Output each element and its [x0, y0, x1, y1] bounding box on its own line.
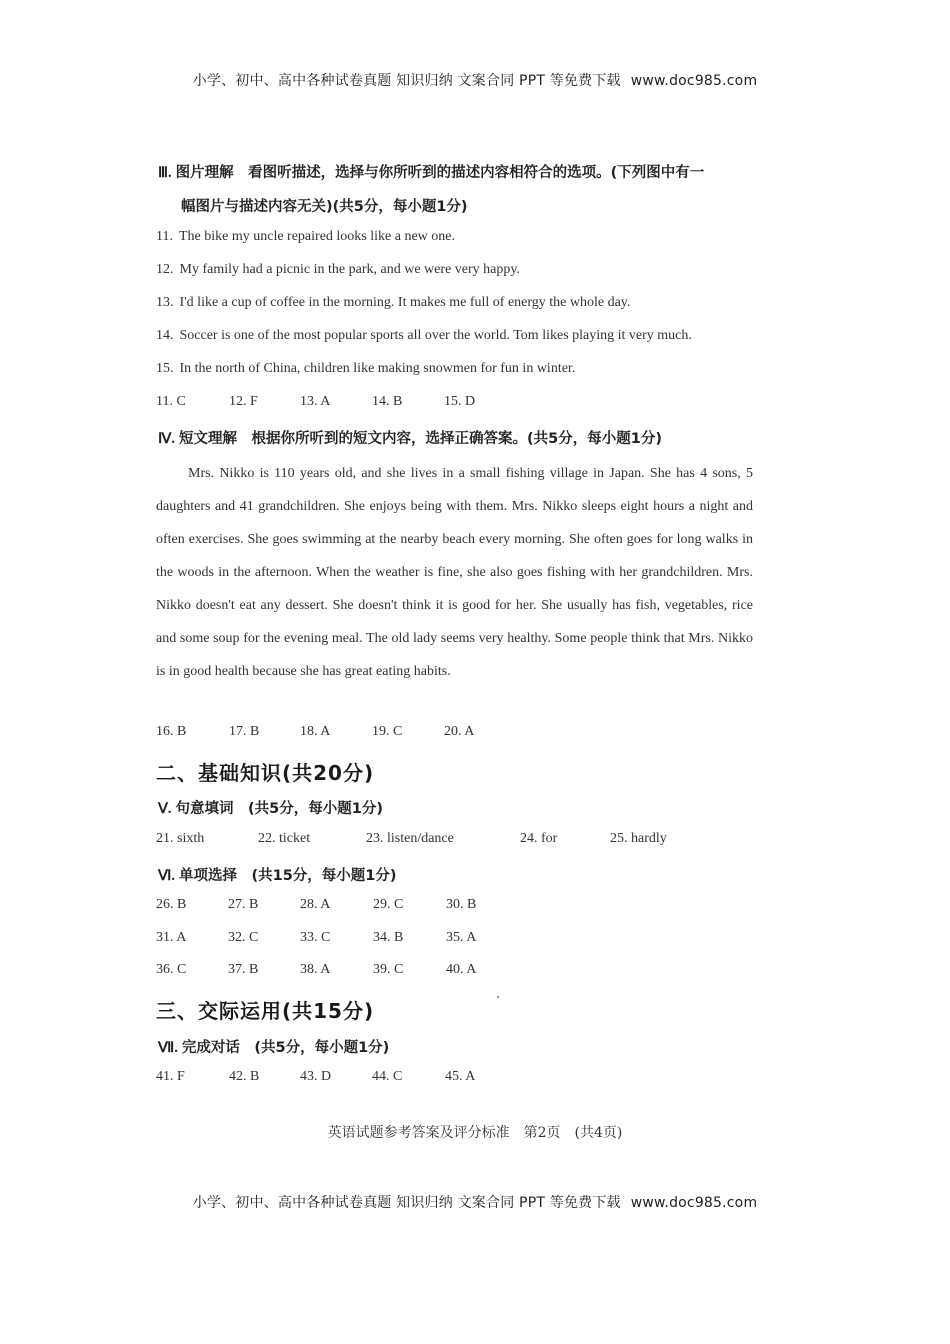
answer: 17. B	[229, 724, 260, 739]
answer: 43. D	[300, 1069, 332, 1084]
answer: 15. D	[444, 394, 476, 409]
answer: 25. hardly	[610, 831, 667, 846]
answer: 19. C	[372, 724, 403, 739]
answer: 28. A	[300, 897, 331, 912]
item-number: 12.	[156, 262, 174, 277]
answer: 18. A	[300, 724, 331, 739]
answer: 11. C	[156, 394, 186, 409]
answer: 14. B	[372, 394, 403, 409]
answer: 30. B	[446, 897, 477, 912]
item-number: 11.	[156, 229, 173, 244]
section-7-roman: Ⅶ.	[158, 1040, 178, 1056]
listening-item-15	[156, 361, 575, 377]
section-5-heading	[158, 797, 383, 818]
section-3-heading-cont	[181, 195, 468, 216]
answer: 42. B	[229, 1069, 260, 1084]
section-5-roman: Ⅴ.	[158, 801, 172, 817]
answer: 32. C	[228, 930, 259, 945]
bottom-banner	[0, 1192, 950, 1212]
answer: 40. A	[446, 962, 477, 977]
scan-speck	[497, 996, 499, 998]
answer: 38. A	[300, 962, 331, 977]
answer: 34. B	[373, 930, 404, 945]
section-5-title: 句意填词 (共5分，每小题1分)	[175, 801, 383, 817]
section-6-title: 单项选择 (共15分，每小题1分)	[179, 868, 397, 884]
answer: 12. F	[229, 394, 258, 409]
section-7-title: 完成对话 (共5分，每小题1分)	[181, 1040, 390, 1056]
answer: 27. B	[228, 897, 259, 912]
section-3-roman: Ⅲ.	[158, 165, 172, 181]
answer: 26. B	[156, 897, 187, 912]
item-text: I'd like a cup of coffee in the morning. It makes me full of energy the whole day.	[179, 295, 631, 310]
section-4-title: 短文理解 根据你所听到的短文内容，选择正确答案。(共5分，每小题1分)	[179, 431, 662, 447]
answer: 44. C	[372, 1069, 403, 1084]
section-3-title-line1: 图片理解 看图听描述，选择与你所听到的描述内容相符合的选项。(下列图中有一	[175, 165, 705, 181]
part-3-heading: 三、交际运用(共15分)	[156, 999, 375, 1023]
reading-passage: Mrs. Nikko is 110 years old, and she lives in a small fishing village in Japan. She has 4 sons, 5 daughters and 41 grandchildren. She enjoys being with them. Mrs. Nikko sleeps eight hours a night and often exercises. She goes swimming at the nearby beach every morning. She often goes for long walks in the woods in the afternoon. When the weather is fine, she also goes fishing with her grandchildren. Mrs. Nikko doesn't eat any dessert. She doesn't think it is good for her. She usually has fish, vegetables, rice and some soup for the evening meal. The old lady seems very healthy. Some people think that Mrs. Nikko is in good health because she has great eating habits.	[156, 466, 753, 679]
answer: 21. sixth	[156, 831, 205, 846]
answer: 23. listen/dance	[366, 831, 454, 846]
banner-text: 小学、初中、高中各种试卷真题 知识归纳 文案合同 PPT 等免费下载	[192, 73, 621, 89]
section-3-heading	[158, 161, 704, 182]
banner-url[interactable]: www.doc985.com	[630, 1195, 758, 1211]
item-text: Soccer is one of the most popular sports all over the world. Tom likes playing it very much.	[179, 328, 692, 343]
answer: 29. C	[373, 897, 404, 912]
page-footer: 英语试题参考答案及评分标准 第2页 (共4页)	[327, 1125, 623, 1141]
listening-item-11	[156, 229, 455, 245]
section-7-heading	[158, 1036, 389, 1057]
answer: 37. B	[228, 962, 259, 977]
section-4-roman: Ⅳ.	[158, 431, 176, 447]
answer: 35. A	[446, 930, 477, 945]
banner-url[interactable]: www.doc985.com	[630, 73, 758, 89]
listening-item-12	[156, 262, 520, 278]
item-text: The bike my uncle repaired looks like a new one.	[178, 229, 455, 244]
item-number: 14.	[156, 328, 174, 343]
item-number: 15.	[156, 361, 174, 376]
answer: 24. for	[520, 831, 558, 846]
answer: 22. ticket	[258, 831, 311, 846]
banner-text: 小学、初中、高中各种试卷真题 知识归纳 文案合同 PPT 等免费下载	[192, 1195, 621, 1211]
part-2-heading: 二、基础知识(共20分)	[156, 761, 375, 785]
answer: 41. F	[156, 1069, 185, 1084]
section-4-heading	[158, 427, 662, 448]
answer: 36. C	[156, 962, 187, 977]
item-text: My family had a picnic in the park, and we were very happy.	[179, 262, 520, 277]
item-text: In the north of China, children like making snowmen for fun in winter.	[179, 361, 576, 376]
section-3-title-line2: 幅图片与描述内容无关)(共5分，每小题1分)	[181, 199, 468, 215]
answer: 13. A	[300, 394, 331, 409]
listening-item-13	[156, 295, 630, 311]
answer: 20. A	[444, 724, 475, 739]
answer: 31. A	[156, 930, 187, 945]
answer: 33. C	[300, 930, 331, 945]
answer: 45. A	[445, 1069, 476, 1084]
answer: 16. B	[156, 724, 187, 739]
top-banner	[0, 70, 950, 90]
item-number: 13.	[156, 295, 174, 310]
listening-item-14	[156, 328, 692, 344]
section-6-roman: Ⅵ.	[158, 868, 175, 884]
section-6-heading	[158, 864, 397, 885]
answer: 39. C	[373, 962, 404, 977]
